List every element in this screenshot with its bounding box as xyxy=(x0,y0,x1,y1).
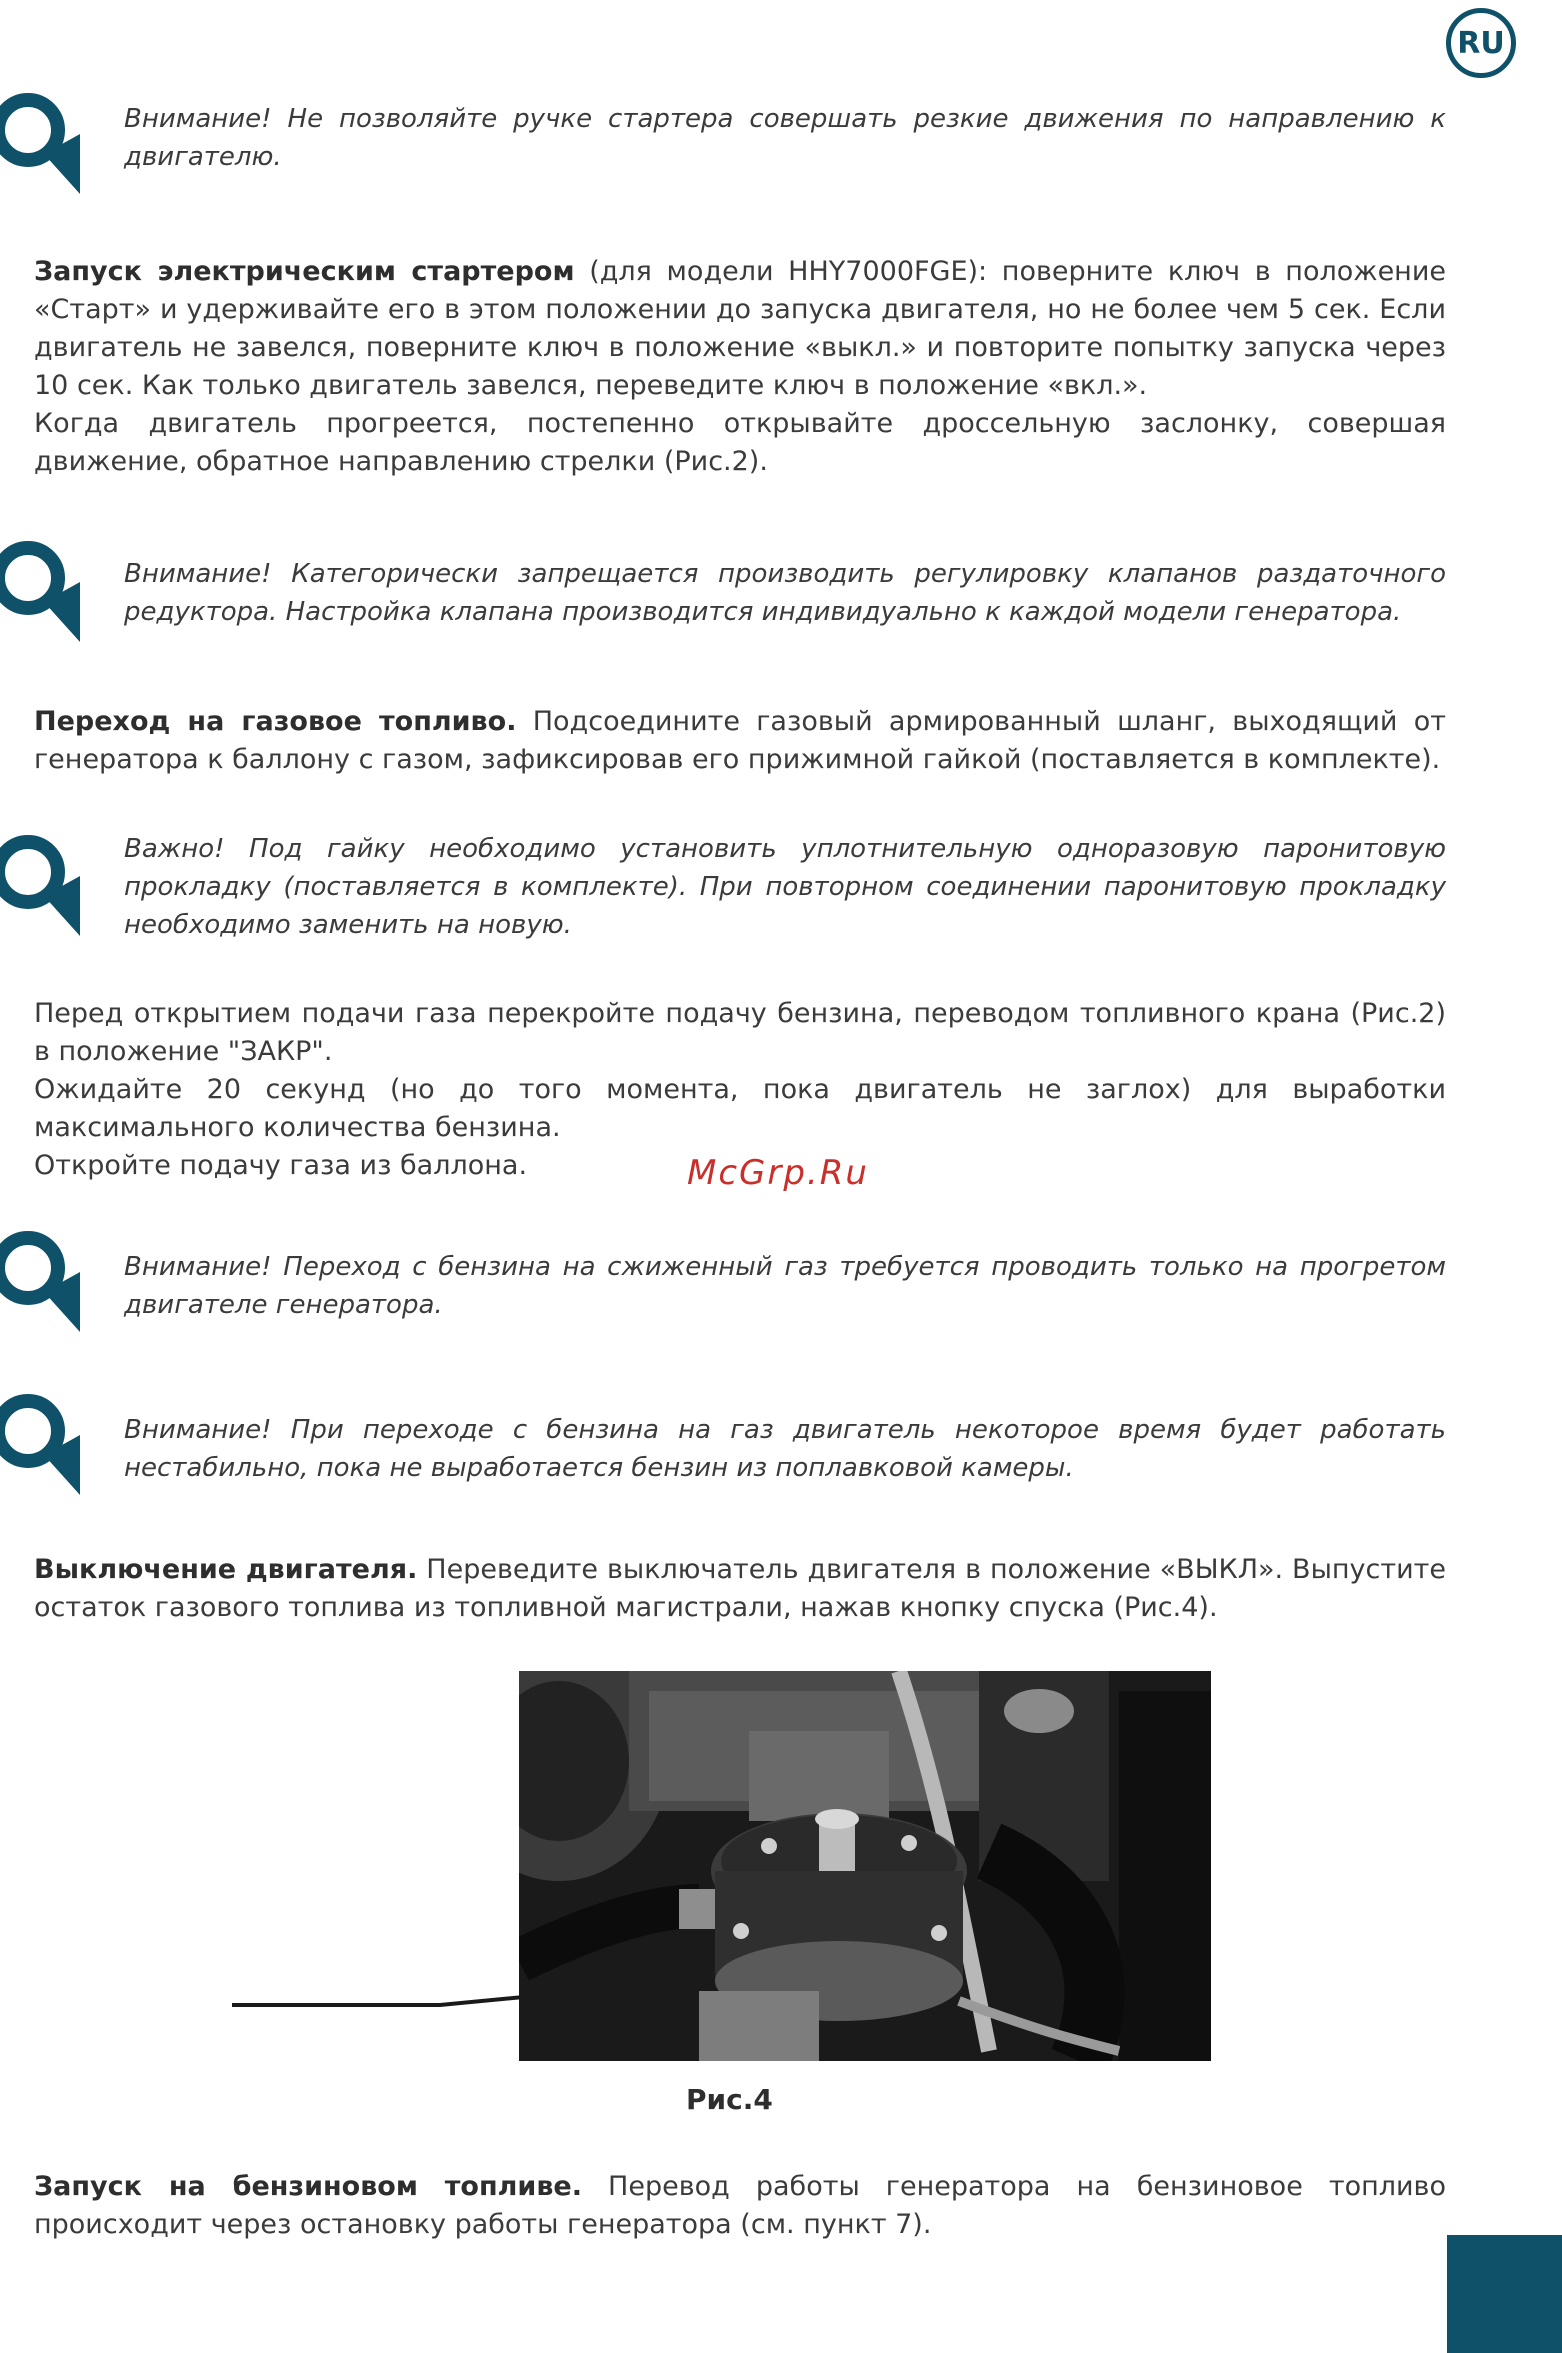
location-pin-icon xyxy=(0,826,80,936)
section-heading: Переход на газовое топливо. xyxy=(34,706,517,737)
section-heading: Запуск электрическим стартером xyxy=(34,256,575,287)
gas-switch-paragraph xyxy=(34,703,1446,779)
location-pin-icon xyxy=(0,1385,80,1495)
section-heading: Выключение двигателя. xyxy=(34,1554,418,1585)
section-text: Переведите выключатель двигателя в положение «ВЫКЛ». Выпустите остаток газового топлива из топливной магистрали, нажав кнопку спуска (Рис.4). xyxy=(34,1554,1446,1623)
section-heading: Запуск на бензиновом топливе. xyxy=(34,2171,582,2202)
electric-start-paragraph xyxy=(34,253,1446,481)
petrol-start-paragraph xyxy=(34,2168,1446,2244)
shutdown-paragraph xyxy=(34,1551,1446,1627)
callout-leader-line xyxy=(232,1980,712,2020)
page-corner-block xyxy=(1447,2235,1562,2353)
figure-caption: Рис.4 xyxy=(686,2083,773,2116)
section-text: Когда двигатель прогреется, постепенно открывайте дроссельную заслонку, совершая движение, обратное направлению стрелки (Рис.2). xyxy=(34,408,1446,477)
warning-note: Внимание! Категорически запрещается производить регулировку клапанов раздаточного редуктора. Настройка клапана производится индивидуально к каждой модели генератора. xyxy=(124,559,1446,627)
step-text: Откройте подачу газа из баллона. xyxy=(34,1150,528,1181)
step-text: Перед открытием подачи газа перекройте подачу бензина, переводом топливного крана (Рис.2) в положение "ЗАКР". xyxy=(34,998,1446,1067)
section-text: Подсоедините газовый армированный шланг, выходящий от генератора к баллону с газом, зафиксировав его прижимной гайкой (поставляется в комплекте). xyxy=(34,706,1446,775)
watermark: McGrp.Ru xyxy=(687,1153,869,1193)
warning-note: Внимание! При переходе с бензина на газ двигатель некоторое время будет работать нестабильно, пока не выработается бензин из поплавковой камеры. xyxy=(124,1415,1446,1483)
important-note: Важно! Под гайку необходимо установить уплотнительную одноразовую паронитовую прокладку (поставляется в комплекте). При повторном соединении паронитовую прокладку необходимо заменить на новую. xyxy=(124,834,1446,940)
language-badge: RU xyxy=(1446,8,1516,78)
location-pin-icon xyxy=(0,1222,80,1332)
location-pin-icon xyxy=(0,84,80,194)
location-pin-icon xyxy=(0,532,80,642)
warning-note: Внимание! Переход с бензина на сжиженный газ требуется проводить только на прогретом двигателе генератора. xyxy=(124,1252,1446,1320)
section-text: Перевод работы генератора на бензиновое топливо происходит через остановку работы генератора (см. пункт 7). xyxy=(34,2171,1446,2240)
section-text: (для модели HHY7000FGE): поверните ключ в положение «Старт» и удерживайте его в этом положении до запуска двигателя, но не более чем 5 сек. Если двигатель не завелся, поверните ключ в положение «выкл.» и повторите попытку запуска через 10 сек. Как только двигатель завелся, переведите ключ в положение «вкл.». xyxy=(34,256,1446,401)
warning-note: Внимание! Не позволяйте ручке стартера совершать резкие движения по направлению к двигателю. xyxy=(124,104,1446,172)
step-text: Ожидайте 20 секунд (но до того момента, пока двигатель не заглох) для выработки максимального количества бензина. xyxy=(34,1074,1446,1143)
